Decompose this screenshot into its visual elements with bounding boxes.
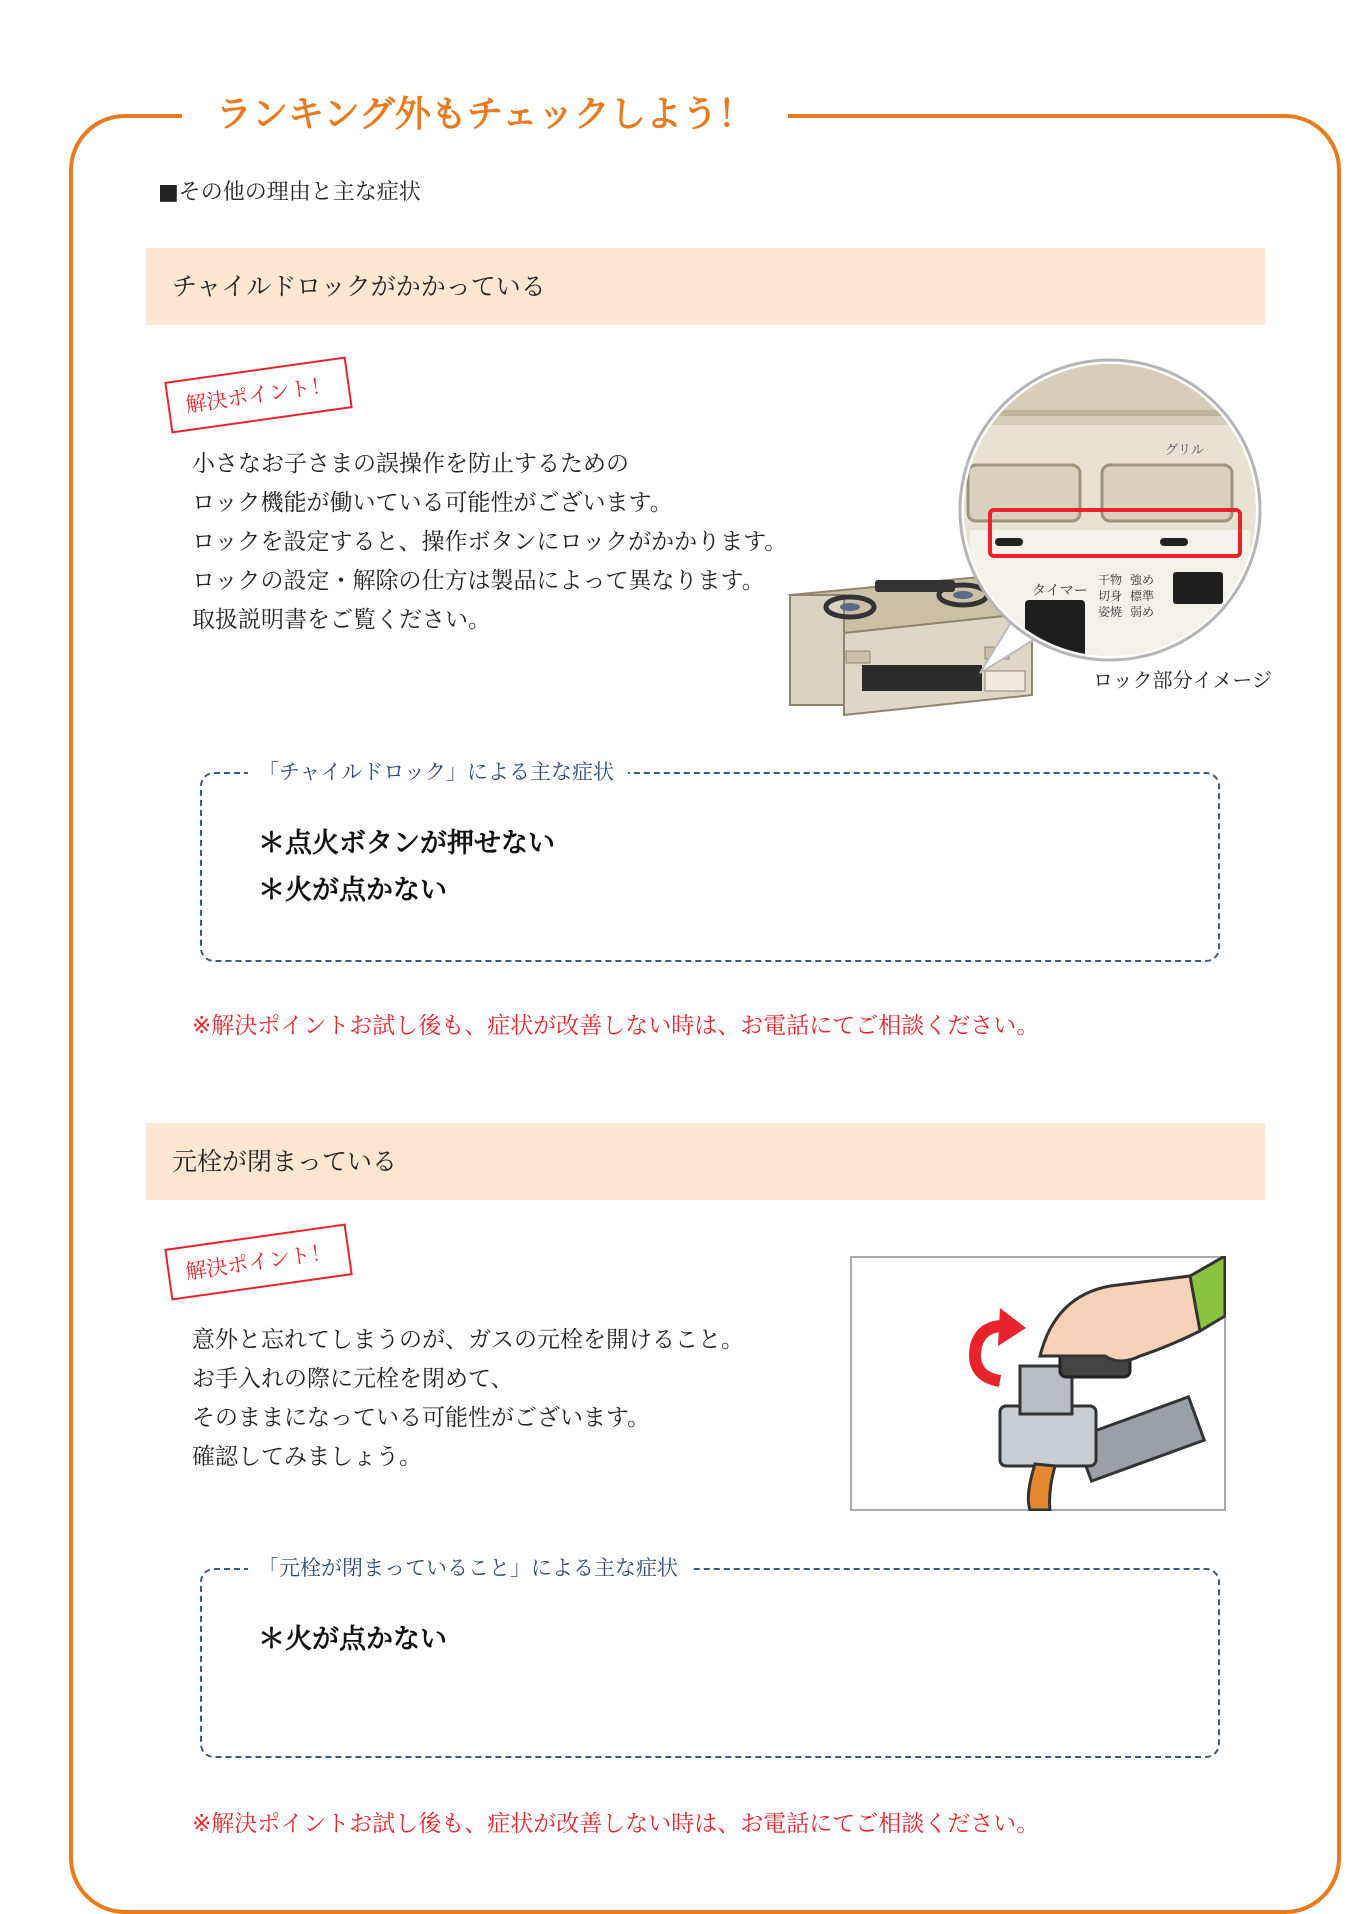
body-line: ロックの設定・解除の仕方は製品によって異なります。 — [192, 568, 765, 594]
page-title: ランキング外もチェックしよう！ — [182, 90, 788, 140]
body-line: 小さなお子さまの誤操作を防止するための — [192, 451, 629, 477]
gas-valve-illustration — [850, 1256, 1226, 1511]
body-line: 確認してみましょう。 — [192, 1444, 422, 1470]
stove-label-mode: 標準 — [1130, 589, 1155, 603]
intro-heading: ■その他の理由と主な症状 — [158, 180, 421, 205]
section-body-child-lock — [192, 445, 787, 640]
symptom-box-label: 「元栓が閉まっていること」による主な症状 — [248, 1554, 692, 1582]
symptom-item: ＊火が点かない — [258, 875, 447, 906]
symptom-box-child-lock — [200, 760, 1220, 962]
section-body-main-valve — [192, 1321, 744, 1477]
stove-label-mode: 干物 — [1098, 573, 1123, 587]
body-line: そのままになっている可能性がございます。 — [192, 1405, 651, 1431]
stove-label-mode: 強め — [1130, 573, 1155, 587]
consultation-note: ※解決ポイントお試し後も、症状が改善しない時は、お電話にてご相談ください。 — [192, 1013, 1040, 1039]
symptom-box-label: 「チャイルドロック」による主な症状 — [248, 758, 628, 786]
body-line: 取扱説明書をご覧ください。 — [192, 607, 491, 633]
stove-label-grill: グリル — [1165, 443, 1205, 458]
body-line: ロック機能が働いている可能性がございます。 — [192, 490, 673, 516]
stove-label-mode: 姿焼 — [1098, 605, 1123, 619]
symptom-list — [258, 1616, 447, 1663]
symptom-list — [258, 820, 555, 914]
symptom-item: ＊火が点かない — [258, 1624, 447, 1655]
body-line: 意外と忘れてしまうのが、ガスの元栓を開けること。 — [192, 1327, 744, 1353]
solution-point-badge: 解決ポイント！ — [164, 1224, 352, 1301]
stove-label-mode: 切身 — [1098, 589, 1123, 603]
solution-point-badge: 解決ポイント！ — [164, 357, 352, 434]
body-line: お手入れの際に元栓を閉めて、 — [192, 1366, 514, 1392]
image-caption: ロック部分イメージ — [1093, 668, 1272, 692]
consultation-note: ※解決ポイントお試し後も、症状が改善しない時は、お電話にてご相談ください。 — [192, 1811, 1040, 1837]
section-heading-main-valve: 元栓が閉まっている — [146, 1123, 1265, 1200]
body-line: ロックを設定すると、操作ボタンにロックがかかります。 — [192, 529, 788, 555]
symptom-box-main-valve — [200, 1556, 1220, 1758]
stove-label-mode: 弱め — [1130, 605, 1155, 619]
section-heading-child-lock: チャイルドロックがかかっている — [146, 248, 1265, 325]
symptom-item: ＊点火ボタンが押せない — [258, 828, 555, 859]
stove-label-timer: タイマー — [1032, 583, 1088, 599]
